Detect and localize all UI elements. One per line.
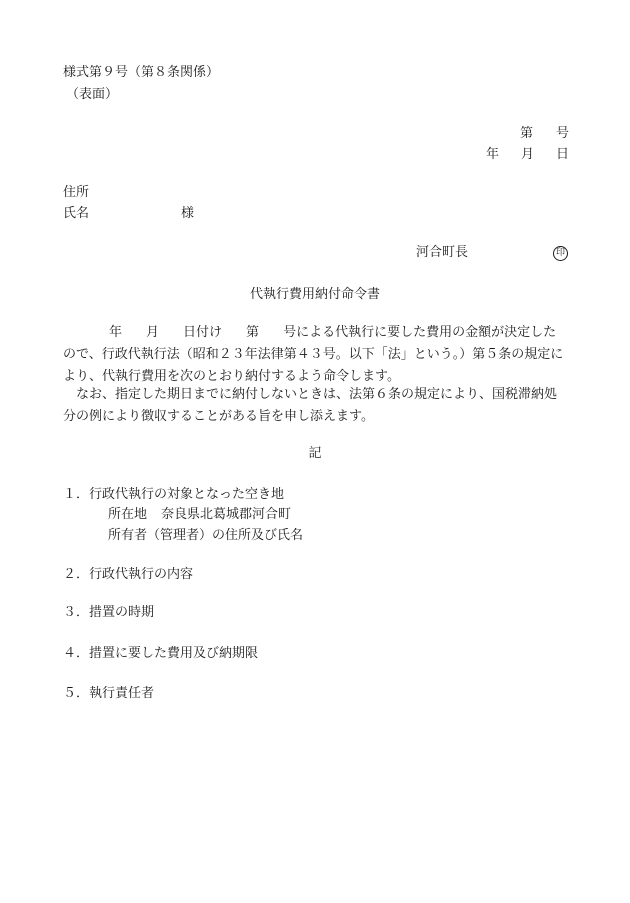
date-year: 年 — [486, 147, 500, 162]
seal-mark-wrap — [553, 245, 568, 261]
form-number: 様式第９号（第８条関係） — [63, 65, 220, 80]
item-1-sub-1-key: 所在地 — [108, 507, 148, 522]
item-3-label: ３．措置の時期 — [63, 605, 155, 620]
item-2-label: ２．行政代執行の内容 — [63, 567, 194, 582]
recipient-address-label: 住所 — [63, 185, 90, 200]
item-1-sub-2-key: 所有者（管理者）の住所及び氏名 — [108, 528, 304, 543]
body-paragraph-2: なお、指定した期日までに納付しないときは、法第６条の規定により、国税滞納処分の例により徴収することがある旨を申し添えます。 — [63, 387, 558, 424]
p1-month: 月 — [146, 325, 160, 340]
item-1-sub-1-value: 奈良県北葛城郡河合町 — [161, 507, 292, 522]
body-paragraph-1 — [63, 322, 568, 388]
item-4-label: ４．措置に要した費用及び納期限 — [63, 646, 259, 661]
form-side: （表面） — [66, 87, 119, 102]
recipient-honorific: 様 — [181, 206, 195, 221]
doc-number-prefix: 第 — [520, 126, 534, 141]
recipient-name-label: 氏名 — [63, 206, 90, 221]
p1-year: 年 — [109, 325, 123, 340]
item-5-label: ５．執行責任者 — [63, 686, 155, 701]
issuer-title: 河合町長 — [416, 245, 469, 260]
item-1-sub-1 — [108, 508, 291, 521]
ki-heading: 記 — [308, 446, 322, 461]
p1-date: 日付け — [183, 325, 223, 340]
p1-no: 第 — [246, 325, 260, 340]
p1-text: 号による代執行に要した費用の金額が決定したので、行政代執行法（昭和２３年法律第４３号。以下「法」という。）第５条の規定により、代執行費用を次のとおり納付するよう命令します。 — [63, 325, 564, 384]
item-1-label: １．行政代執行の対象となった空き地 — [63, 487, 285, 502]
seal-icon: 印 — [553, 246, 568, 261]
item-1-sub-2 — [108, 529, 303, 542]
date-day: 日 — [556, 147, 570, 162]
date-month: 月 — [521, 147, 535, 162]
document-title: 代執行費用納付命令書 — [249, 287, 380, 302]
doc-number-suffix: 号 — [556, 126, 570, 141]
